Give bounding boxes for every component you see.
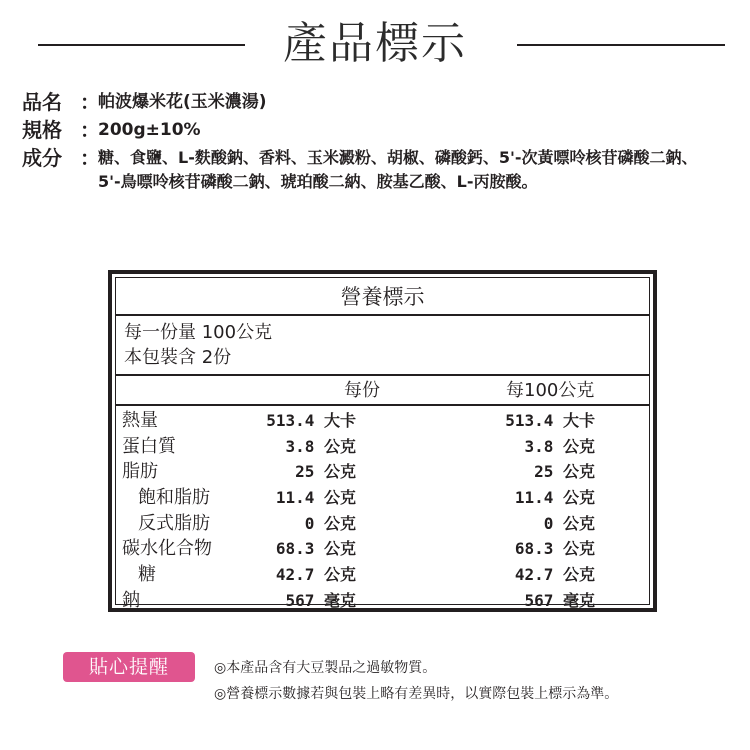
title-rule-left — [38, 44, 245, 46]
serving-info — [116, 316, 649, 376]
nutrient-per-100g: 11.4 公克 — [514, 488, 595, 508]
title-rule-right — [517, 44, 725, 46]
serving-size: 每一份量 100公克 — [124, 322, 273, 343]
reminder-badge: 貼心提醒 — [63, 652, 195, 682]
nutrient-name: 蛋白質 — [122, 435, 176, 457]
spec-value: 200g±10% — [98, 120, 201, 140]
nutrient-per-100g: 513.4 大卡 — [505, 411, 595, 430]
ingredients-row — [22, 144, 732, 194]
nutrient-per-serving: 11.4 公克 — [275, 488, 356, 508]
nutrient-row — [116, 485, 649, 511]
product-name-label: 品名 — [22, 90, 62, 114]
data-difference-note: ◎營養標示數據若與包裝上略有差異時，以實際包裝上標示為準。 — [214, 686, 619, 702]
nutrient-per-serving: 3.8 公克 — [285, 436, 356, 456]
colon: ： — [80, 118, 100, 142]
nutrition-facts-inner — [115, 277, 650, 611]
product-name-row — [22, 88, 732, 116]
nutrient-per-100g: 42.7 公克 — [514, 565, 595, 585]
nutrient-row — [116, 459, 649, 485]
ingredients-label: 成分 — [22, 146, 62, 170]
nutrient-row — [116, 588, 649, 614]
nutrient-row — [116, 434, 649, 460]
nutrient-name: 鈉 — [122, 589, 140, 611]
nutrient-name: 碳水化合物 — [122, 538, 212, 560]
nutrient-name: 脂肪 — [122, 461, 158, 483]
nutrition-facts-table — [108, 270, 657, 612]
nutrient-per-serving: 68.3 公克 — [275, 539, 356, 559]
nutrient-per-serving: 42.7 公克 — [275, 565, 356, 585]
column-per-100g: 每100公克 — [506, 380, 595, 401]
nutrient-name: 飽和脂肪 — [138, 487, 210, 509]
allergen-note: ◎本產品含有大豆製品之過敏物質。 — [214, 660, 437, 676]
nutrient-per-serving: 0 公克 — [304, 513, 356, 533]
spec-row — [22, 116, 732, 144]
nutrient-per-serving: 513.4 大卡 — [266, 411, 356, 430]
spec-label: 規格 — [22, 118, 62, 142]
nutrient-rows — [116, 406, 649, 614]
nutrient-per-serving: 25 公克 — [295, 462, 356, 482]
nutrient-per-100g: 25 公克 — [534, 462, 595, 482]
title-row — [0, 14, 750, 74]
nutrient-name: 糖 — [138, 564, 156, 586]
nutrient-row — [116, 408, 649, 434]
nutrient-per-100g: 3.8 公克 — [524, 436, 595, 456]
servings-per-pack: 本包裝含 2份 — [124, 347, 232, 368]
nutrient-name: 熱量 — [122, 410, 158, 431]
page-title: 產品標示 — [283, 18, 467, 69]
column-per-serving: 每份 — [344, 380, 380, 401]
nutrient-per-100g: 567 毫克 — [524, 590, 595, 610]
ingredients-value: 糖、食鹽、L-麩酸鈉、香料、玉米澱粉、胡椒、磷酸鈣、5'-次黃嘌呤核苷磷酸二鈉、5'-鳥嘌呤核苷磷酸二鈉、琥珀酸二納、胺基乙酸、L-丙胺酸。 — [98, 148, 698, 191]
nutrient-row — [116, 562, 649, 588]
nutrient-row — [116, 536, 649, 562]
product-name-value: 帕波爆米花(玉米濃湯) — [98, 92, 267, 112]
colon: ： — [80, 146, 100, 170]
product-info — [22, 88, 732, 194]
colon: ： — [80, 90, 100, 114]
nutrient-name: 反式脂肪 — [138, 512, 210, 534]
nutrient-per-100g: 68.3 公克 — [514, 539, 595, 559]
nutrition-title: 營養標示 — [116, 278, 649, 316]
nutrient-per-100g: 0 公克 — [543, 513, 595, 533]
nutrient-row — [116, 511, 649, 537]
nutrient-per-serving: 567 毫克 — [285, 590, 356, 610]
reminder-notes — [214, 655, 618, 707]
column-headers — [116, 376, 649, 406]
